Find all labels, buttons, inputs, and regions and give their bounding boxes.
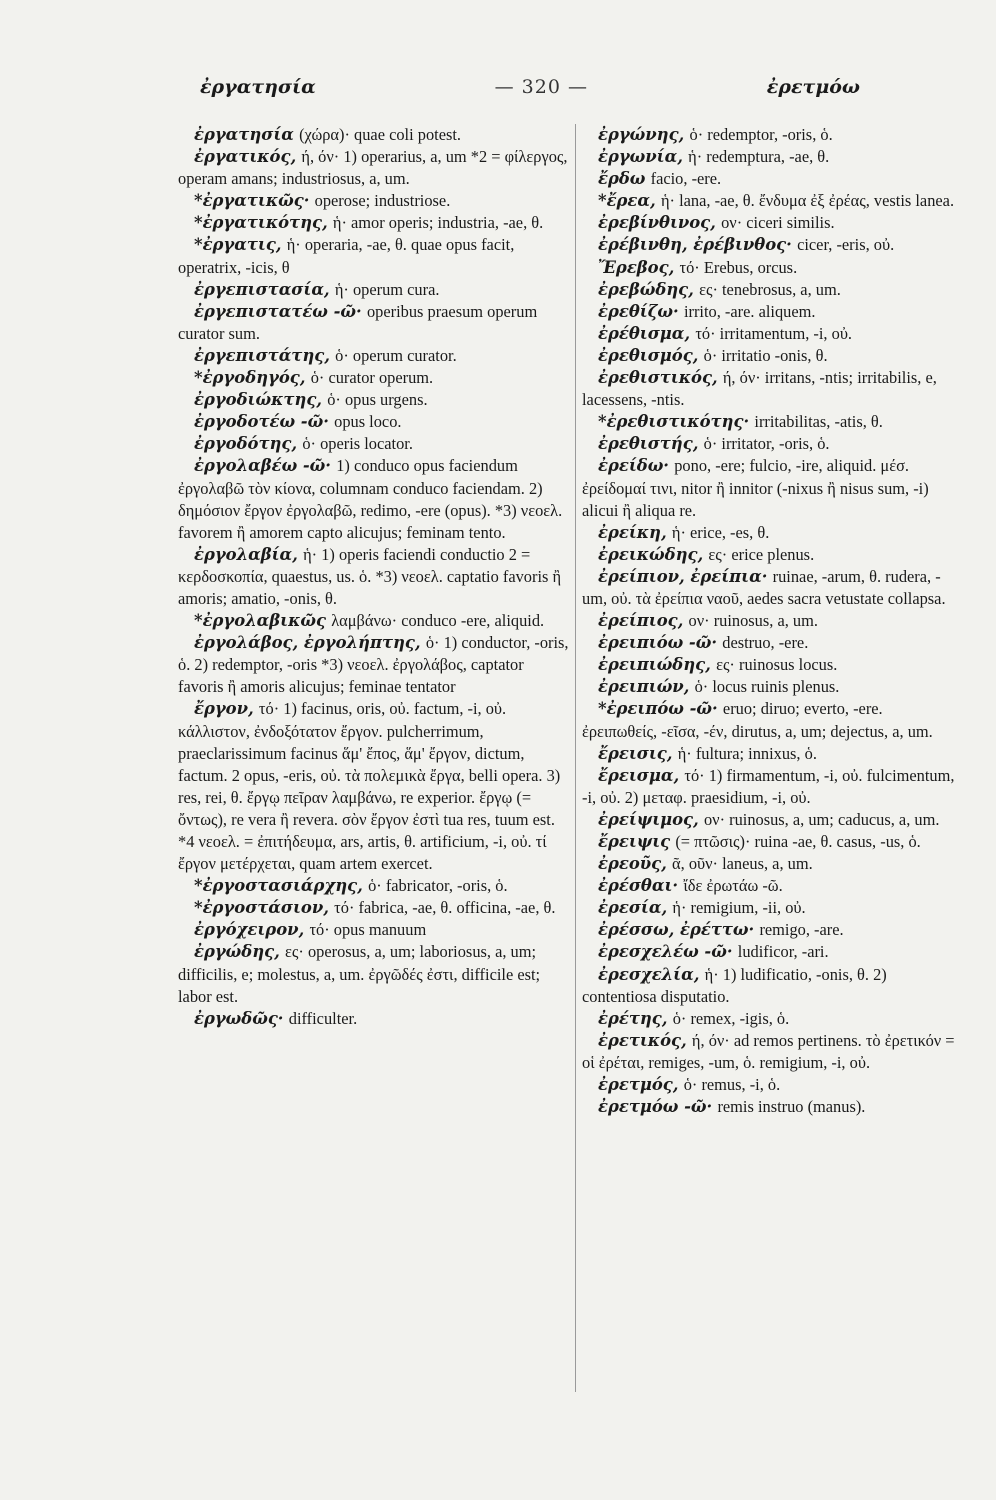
dictionary-entry xyxy=(582,964,957,1008)
entry-lemma: ἐργεπιστάτης, xyxy=(194,345,330,365)
entry-definition: facio, -ere. xyxy=(650,169,722,189)
dictionary-entry xyxy=(582,875,957,897)
dictionary-entry xyxy=(582,853,957,875)
entry-lemma: ἐρεσία, xyxy=(598,898,668,918)
page-header xyxy=(200,70,860,104)
entry-definition: ἡ· remigium, -ii, οὐ. xyxy=(672,898,806,918)
entry-definition: ἡ· 1) ludificatio, -onis, θ. 2) contentiosa disputatio. xyxy=(582,964,887,1006)
entry-definition: ἡ· operaria, -ae, θ. quae opus facit, operatrix, -icis, θ xyxy=(178,235,515,277)
entry-definition: τό· opus manuum xyxy=(309,920,427,940)
entry-lemma: ἐργολαβία, xyxy=(194,544,298,564)
entry-definition: ὁ· 1) conductor, -oris, ὁ. 2) redemptor, -oris *3) νεοελ. ἐργολάβος, captator favoris ἢ amoris alicujus; feminae tentator xyxy=(178,633,569,697)
entry-lemma: ἐργωδῶς· xyxy=(194,1008,284,1028)
dictionary-entry xyxy=(178,455,570,543)
dictionary-entry xyxy=(178,190,570,212)
dictionary-entry xyxy=(178,1008,570,1030)
dictionary-entry xyxy=(582,1030,957,1074)
dictionary-entry xyxy=(582,897,957,919)
entry-definition: τό· Erebus, orcus. xyxy=(679,257,798,277)
entry-lemma: ἐρείκη, xyxy=(598,522,667,542)
entry-lemma: ἐργώδης, xyxy=(194,942,280,962)
entry-lemma: ἐργοδοτέω -ῶ· xyxy=(194,412,329,432)
dictionary-entry xyxy=(582,124,957,146)
entry-definition: remis instruo (manus). xyxy=(717,1097,866,1117)
entry-definition: ὁ· irritatio -onis, θ. xyxy=(703,345,828,365)
dictionary-entry xyxy=(178,301,570,345)
entry-definition: operose; industriose. xyxy=(314,191,451,211)
entry-definition: ἡ· operum cura. xyxy=(334,279,440,299)
entry-lemma: ἐρεθιστής, xyxy=(598,434,699,454)
page-number: — 320 — xyxy=(494,76,588,98)
dictionary-entry xyxy=(582,765,957,809)
entry-definition: ή, όν· irritans, -ntis; irritabilis, e, lacessens, -ntis. xyxy=(582,368,937,410)
entry-definition: irrito, -are. aliquem. xyxy=(683,301,816,321)
entry-definition: ὁ· locus ruinis plenus. xyxy=(694,677,840,697)
left-running-head: ἐργατησία xyxy=(200,76,316,98)
entry-lemma: *ἐργοστασιάρχης, xyxy=(194,876,363,896)
entry-lemma: ἐρέσσω, ἐρέττω· xyxy=(598,920,755,940)
dictionary-entry xyxy=(178,279,570,301)
entry-lemma: ἐργολαβέω -ῶ· xyxy=(194,456,331,476)
entry-definition: destruo, -ere. xyxy=(722,633,809,653)
dictionary-entry xyxy=(178,610,570,632)
entry-lemma: ἐργοδότης, xyxy=(194,434,298,454)
dictionary-entry xyxy=(178,433,570,455)
entry-definition: ἡ· redemptura, -ae, θ. xyxy=(688,147,830,167)
entry-definition: (χώρα)· quae coli potest. xyxy=(299,125,461,144)
dictionary-entry xyxy=(582,301,957,323)
entry-lemma: ἔρεισμα, xyxy=(598,765,680,785)
entry-lemma: ἐρειπιόω -ῶ· xyxy=(598,633,718,653)
entry-lemma: ἐργόχειρον, xyxy=(194,920,305,940)
entry-lemma: ἐρείπιον, ἐρείπια· xyxy=(598,566,768,586)
dictionary-entry xyxy=(178,897,570,919)
right-running-head: ἐρετμόω xyxy=(766,76,860,98)
dictionary-entry xyxy=(582,146,957,168)
entry-lemma: ἐρέθισμα, xyxy=(598,323,691,343)
entry-lemma: ἐρείπιος, xyxy=(598,611,684,631)
entry-lemma: *ἐργοστάσιον, xyxy=(194,898,329,918)
dictionary-entry xyxy=(582,455,957,521)
column-divider xyxy=(575,124,576,1392)
entry-definition: difficulter. xyxy=(288,1008,358,1028)
dictionary-entry xyxy=(582,831,957,853)
dictionary-entry xyxy=(178,367,570,389)
entry-lemma: ἐργατησία xyxy=(194,125,294,144)
entry-lemma: ἐρειπιών, xyxy=(598,677,690,697)
entry-definition: ludificor, -ari. xyxy=(737,942,829,962)
entry-lemma: ἔρεισις, xyxy=(598,743,673,763)
dictionary-entry xyxy=(178,544,570,610)
entry-lemma: *ἐργατικῶς· xyxy=(194,191,310,211)
entry-definition: ἡ· 1) operis faciendi conductio 2 = κερδοσκοπία, quaestus, us. ὁ. *3) νεοελ. captatio favoris ἢ amoris; amatio, -onis, θ. xyxy=(178,544,562,608)
dictionary-entry xyxy=(582,610,957,632)
dictionary-entry xyxy=(178,212,570,234)
dictionary-entry xyxy=(582,632,957,654)
dictionary-entry xyxy=(178,234,570,278)
dictionary-entry xyxy=(582,1074,957,1096)
entry-lemma: *ἐργοδηγός, xyxy=(194,368,306,388)
entry-lemma: *ἐργατικότης, xyxy=(194,213,328,233)
entry-definition: ον· ruinosus, a, um. xyxy=(688,611,818,631)
entry-definition: ή, όν· 1) operarius, a, um *2 = φίλεργος, operam amans; industriosus, a, um. xyxy=(178,147,568,189)
dictionary-entry xyxy=(582,367,957,411)
entry-lemma: ἔργον, xyxy=(194,699,254,719)
entry-lemma: ἐρεθιστικός, xyxy=(598,368,718,388)
entry-lemma: ἐρεικώδης, xyxy=(598,544,704,564)
entry-definition: ὁ· redemptor, -oris, ὁ. xyxy=(689,125,833,144)
entry-definition: ον· ciceri similis. xyxy=(721,213,835,233)
dictionary-entry xyxy=(178,146,570,190)
entry-definition: irritabilitas, -atis, θ. xyxy=(754,412,883,432)
dictionary-entry xyxy=(582,190,957,212)
entry-definition: ᾶ, οῦν· laneus, a, um. xyxy=(672,854,813,874)
entry-lemma: ἐρείψιμος, xyxy=(598,809,699,829)
entry-definition: cicer, -eris, οὐ. xyxy=(797,235,895,255)
dictionary-entry xyxy=(582,941,957,963)
entry-lemma: ἔρδω xyxy=(598,169,646,189)
entry-definition: ἡ· fultura; innixus, ὁ. xyxy=(677,743,817,763)
dictionary-entry xyxy=(582,1008,957,1030)
entry-definition: remigo, -are. xyxy=(759,920,844,940)
entry-definition: ruinae, -arum, θ. rudera, -um, οὐ. τὰ ἐρείπια ναοῦ, aedes sacra vetustate collapsa. xyxy=(582,566,946,608)
dictionary-entry xyxy=(582,323,957,345)
entry-lemma: ἐργολάβος, ἐργολήπτης, xyxy=(194,633,421,653)
dictionary-entry xyxy=(178,941,570,1007)
entry-lemma: ἐρεβώδης, xyxy=(598,279,694,299)
dictionary-entry xyxy=(178,389,570,411)
entry-lemma: *ἐρειπόω -ῶ· xyxy=(598,699,718,719)
entry-definition: ἡ· erice, -es, θ. xyxy=(671,522,770,542)
dictionary-entry xyxy=(582,654,957,676)
entry-lemma: ἐρείδω· xyxy=(598,456,670,476)
dictionary-entry xyxy=(582,234,957,256)
dictionary-entry xyxy=(582,566,957,610)
entry-definition: ἡ· lana, -ae, θ. ἔνδυμα ἐξ ἐρέας, vestis lanea. xyxy=(660,191,955,211)
left-column xyxy=(178,124,570,1030)
dictionary-entry xyxy=(582,411,957,433)
right-column xyxy=(582,124,957,1118)
dictionary-entry xyxy=(582,522,957,544)
entry-lemma: ἐρεβίνθινος, xyxy=(598,213,716,233)
dictionary-entry xyxy=(178,698,570,875)
entry-lemma: ἐργοδιώκτης, xyxy=(194,390,323,410)
dictionary-entry xyxy=(582,919,957,941)
entry-lemma: ἐρέσθαι· xyxy=(598,876,679,896)
entry-definition: τό· irritamentum, -i, οὐ. xyxy=(695,323,853,343)
entry-lemma: ἐρεθισμός, xyxy=(598,345,699,365)
entry-lemma: *ἐρεθιστικότης· xyxy=(598,412,750,432)
entry-definition: 1) conduco opus faciendum ἐργολαβῶ τὸν κίονα, columnam conduco faciendam. 2) δημόσιον ἔργον ἐργολαβῶ, redimo, -ere (opus). *3) νεοελ. favorem ἢ amorem capto alicujus; feminam tento. xyxy=(178,456,563,542)
entry-lemma: ἐργωνία, xyxy=(598,147,683,167)
dictionary-entry xyxy=(582,809,957,831)
entry-lemma: ἐρεσχελέω -ῶ· xyxy=(598,942,733,962)
entry-definition: ὁ· irritator, -oris, ὁ. xyxy=(703,434,830,454)
entry-lemma: ἐρετμόω -ῶ· xyxy=(598,1097,713,1117)
entry-definition: ες· operosus, a, um; laboriosus, a, um; difficilis, e; molestus, a, um. ἐργῶδές ἐστι, difficile est; labor est. xyxy=(178,942,541,1006)
dictionary-entry xyxy=(178,124,570,146)
entry-definition: ες· tenebrosus, a, um. xyxy=(699,279,841,299)
entry-definition: ἴδε ἐρωτάω -ῶ. xyxy=(683,876,783,896)
dictionary-entry xyxy=(582,257,957,279)
entry-definition: τό· 1) firmamentum, -i, οὐ. fulcimentum, -i, οὐ. 2) μεταφ. praesidium, -i, οὐ. xyxy=(582,765,955,807)
entry-definition: ὁ· remex, -igis, ὁ. xyxy=(672,1008,790,1028)
dictionary-entry xyxy=(582,698,957,742)
dictionary-entry xyxy=(582,433,957,455)
entry-lemma: ἐργεπιστασία, xyxy=(194,279,330,299)
entry-lemma: ἔρειψις xyxy=(598,832,671,851)
dictionary-entry xyxy=(178,919,570,941)
dictionary-entry xyxy=(582,212,957,234)
entry-lemma: *ἔρεα, xyxy=(598,191,656,211)
entry-definition: operibus praesum operum curator sum. xyxy=(178,301,538,343)
entry-lemma: ἐρεθίζω· xyxy=(598,301,679,321)
entry-lemma: ἐργεπιστατέω -ῶ· xyxy=(194,301,362,321)
entry-lemma: ἐργατικός, xyxy=(194,147,297,167)
entry-lemma: ἐρέβινθη, ἐρέβινθος· xyxy=(598,235,792,255)
entry-lemma: ἐρεσχελία, xyxy=(598,964,700,984)
entry-definition: τό· 1) facinus, oris, οὐ. factum, -i, οὐ. κάλλιστον, ἐνδοξότατον ἔργον. pulcherrimum, praeclarissimum facinus ἅμ' ἔπος, ἅμ' ἔργον, dictum, factum. 2 opus, -eris, οὐ. τὰ πολεμικὰ ἔργα, belli opera. 3) res, rei, θ. ἔργῳ πεῖραν λαμβάνω, re experior. ἔργῳ (= ὄντως), re vera ἢ revera. σὸν ἔργον ἐστὶ tua res, tuum est. *4 νεοελ. = ἐπιτήδευμα, ars, artis, θ. artificium, -i, οὐ. τί ἔργον μετέρχεται, quam artem exercet. xyxy=(178,699,561,874)
entry-definition: eruo; diruo; everto, -ere. ἐρειπωθείς, -εῖσα, -έν, dirutus, a, um; dejectus, a, um. xyxy=(582,699,933,741)
entry-lemma: *ἐργατις, xyxy=(194,235,282,255)
entry-definition: ον· ruinosus, a, um; caducus, a, um. xyxy=(703,809,940,829)
dictionary-entry xyxy=(582,1096,957,1118)
dictionary-entry xyxy=(582,345,957,367)
entry-definition: ὁ· operis locator. xyxy=(302,434,413,454)
entry-definition: λαμβάνω· conduco -ere, aliquid. xyxy=(331,611,545,631)
dictionary-entry xyxy=(178,411,570,433)
entry-lemma: ἐρετικός, xyxy=(598,1030,687,1050)
entry-lemma: ἐργώνης, xyxy=(598,125,685,144)
entry-definition: (= πτῶσις)· ruina -ae, θ. casus, -us, ὁ. xyxy=(675,832,921,851)
entry-definition: opus loco. xyxy=(334,412,402,432)
entry-definition: pono, -ere; fulcio, -ire, aliquid. μέσ. ἐρείδομαί τινι, nitor ἢ innitor (-nixus ἢ nisus sum, -i) alicui ἢ aliqua re. xyxy=(582,456,929,520)
dictionary-entry xyxy=(178,345,570,367)
dictionary-entry xyxy=(582,676,957,698)
dictionary-entry xyxy=(582,544,957,566)
entry-definition: ὁ· remus, -i, ὁ. xyxy=(683,1075,781,1095)
dictionary-entry xyxy=(178,875,570,897)
entry-definition: ἡ· amor operis; industria, -ae, θ. xyxy=(332,213,544,233)
entry-definition: ες· erice plenus. xyxy=(708,544,815,564)
entry-definition: τό· fabrica, -ae, θ. officina, -ae, θ. xyxy=(334,898,556,918)
entry-definition: ὁ· curator operum. xyxy=(310,368,434,388)
dictionary-entry xyxy=(178,632,570,698)
entry-lemma: ἐρεοῦς, xyxy=(598,854,667,874)
dictionary-entry xyxy=(582,168,957,190)
entry-definition: ὁ· fabricator, -oris, ὁ. xyxy=(368,876,508,896)
entry-lemma: *ἐργολαβικῶς xyxy=(194,611,326,631)
dictionary-entry xyxy=(582,743,957,765)
entry-lemma: ἐρειπιώδης, xyxy=(598,655,711,675)
entry-lemma: ἐρέτης, xyxy=(598,1008,668,1028)
entry-definition: ή, όν· ad remos pertinens. τὸ ἐρετικόν = οἱ ἐρέται, remiges, -um, ὁ. remigium, -i, οὐ. xyxy=(582,1030,955,1072)
entry-definition: ὁ· opus urgens. xyxy=(327,390,428,410)
entry-definition: ες· ruinosus locus. xyxy=(716,655,838,675)
entry-lemma: ἐρετμός, xyxy=(598,1075,679,1095)
entry-definition: ὁ· operum curator. xyxy=(335,345,457,365)
entry-lemma: Ἔρεβος, xyxy=(598,257,675,277)
dictionary-entry xyxy=(582,279,957,301)
